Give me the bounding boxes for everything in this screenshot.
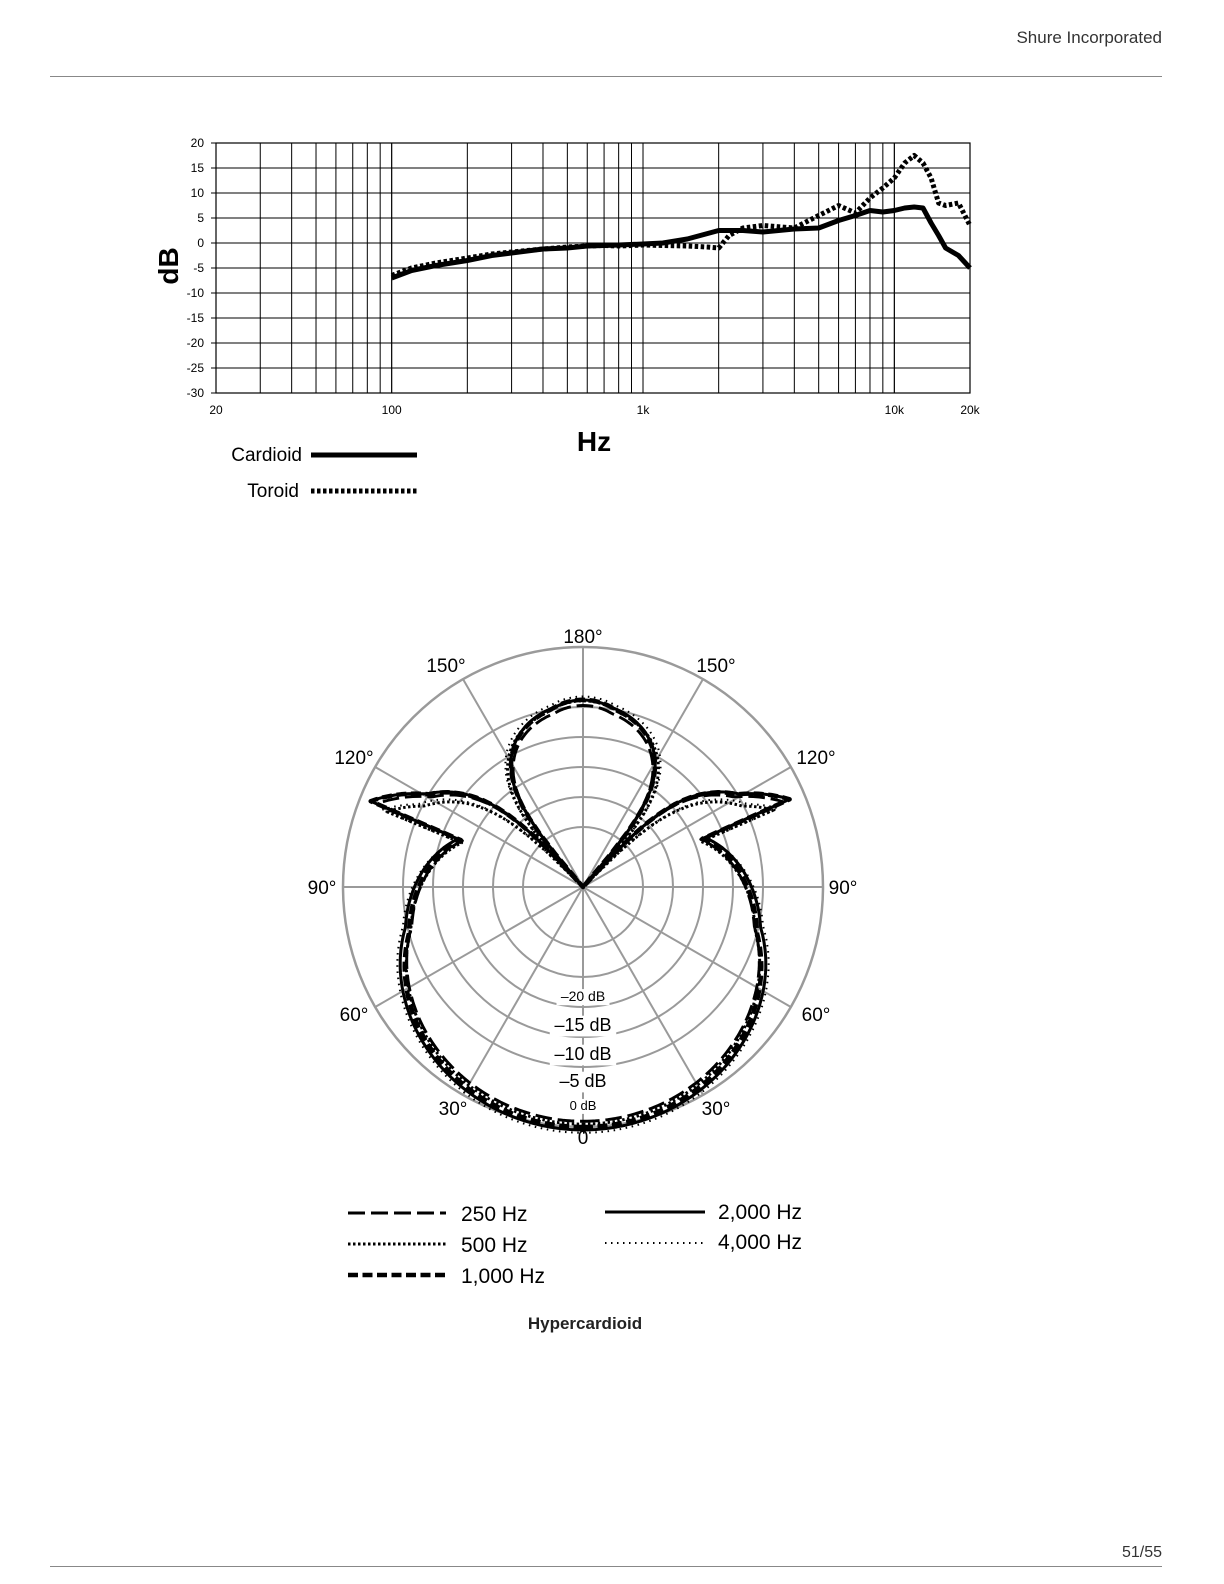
angle-label-60-left: 60° <box>339 1005 369 1026</box>
fr-y-tick-label: 15 <box>190 161 204 175</box>
polar-ring-label: 0 dB <box>569 1098 597 1113</box>
fr-legend-toroid-label: Toroid <box>247 481 299 502</box>
fr-y-tick-label: 10 <box>190 186 204 200</box>
fr-x-tick-label: 20k <box>960 403 980 417</box>
angle-label-30-left: 30° <box>438 1099 468 1120</box>
angle-label-90-left: 90° <box>307 878 337 899</box>
angle-label-90-right: 90° <box>828 878 858 899</box>
fr-x-tick-label: 20 <box>209 403 223 417</box>
polar-ring-label: –10 dB <box>554 1044 612 1064</box>
fr-ylabel: dB <box>153 247 184 285</box>
angle-label-120-left: 120° <box>334 748 374 769</box>
fr-y-tick-label: -10 <box>186 286 204 300</box>
angle-label-180: 180° <box>563 627 603 648</box>
fr-xlabel: Hz <box>576 426 612 457</box>
fr-y-tick-label: -15 <box>186 311 204 325</box>
polar-spoke <box>463 679 583 887</box>
polar-legend <box>348 1201 802 1288</box>
fr-x-tick-label: 1k <box>636 403 650 417</box>
angle-label-0: 0 <box>577 1128 589 1149</box>
fr-x-tick-label: 10k <box>884 403 905 417</box>
legend-label-2000: 2,000 Hz <box>718 1201 803 1224</box>
fr-y-tick-label: -5 <box>193 261 204 275</box>
polar-ring-label: –20 dB <box>560 988 606 1004</box>
angle-label-60-right: 60° <box>801 1005 831 1026</box>
fr-x-tick-label: 100 <box>381 403 402 417</box>
header-company: Shure Incorporated <box>1016 28 1162 47</box>
polar-ring-label: –5 dB <box>559 1071 607 1091</box>
polar-ring-label: –15 dB <box>554 1015 612 1035</box>
fr-y-tick-label: -30 <box>186 386 204 400</box>
angle-label-120-right: 120° <box>796 748 836 769</box>
fr-y-tick-label: -20 <box>186 336 204 350</box>
page-number: 51/55 <box>1121 1544 1162 1561</box>
legend-label-500: 500 Hz <box>461 1234 528 1257</box>
fr-y-tick-label: -25 <box>186 361 204 375</box>
angle-label-30-right: 30° <box>701 1099 731 1120</box>
polar-spoke <box>583 679 703 887</box>
fr-legend-cardioid-label: Cardioid <box>231 445 302 466</box>
fr-y-tick-label: 20 <box>190 136 204 150</box>
angle-label-150-right: 150° <box>696 656 736 677</box>
fr-y-tick-label: 5 <box>197 211 204 225</box>
polar-chart-title: Hypercardioid <box>527 1314 643 1333</box>
footer-rule <box>50 1566 1162 1567</box>
legend-label-1000: 1,000 Hz <box>461 1265 546 1288</box>
polar-spoke <box>375 767 583 887</box>
polar-spoke <box>583 767 791 887</box>
legend-label-4000: 4,000 Hz <box>718 1231 803 1254</box>
angle-label-150-left: 150° <box>426 656 466 677</box>
fr-y-tick-label: 0 <box>197 236 204 250</box>
legend-label-250: 250 Hz <box>461 1203 528 1226</box>
